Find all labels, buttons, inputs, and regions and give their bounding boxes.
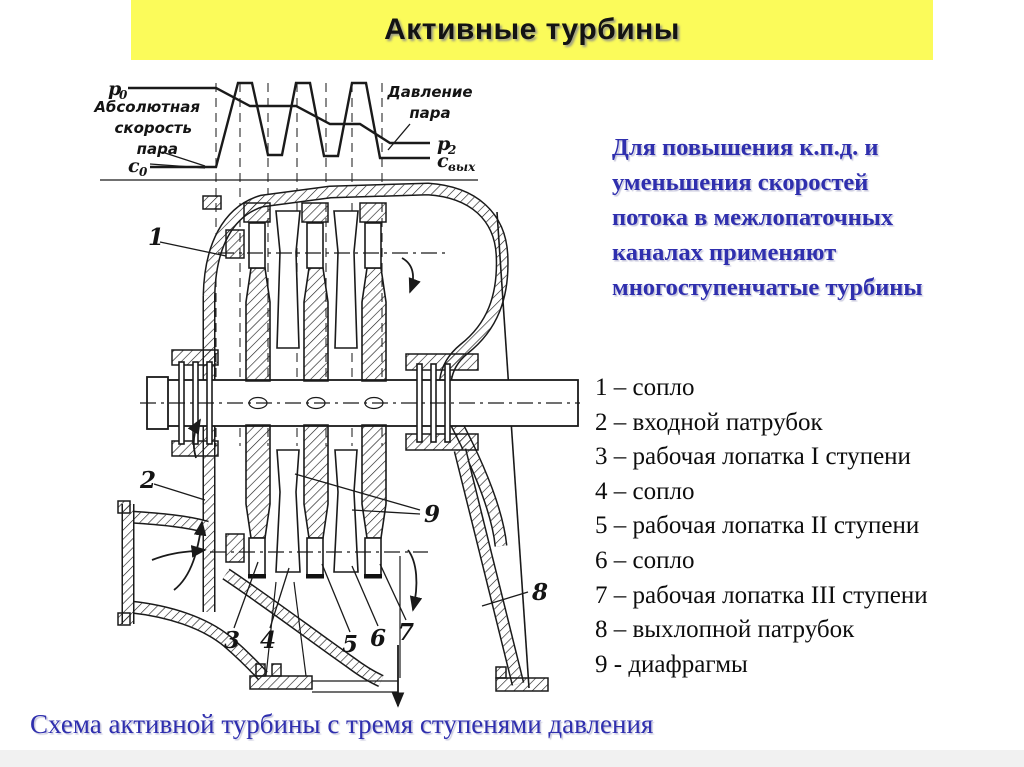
callout-4: 4 <box>260 627 277 654</box>
legend-item-2: 2 – входной патрубок <box>595 408 823 436</box>
rotor-disc-upper-1 <box>246 268 270 381</box>
rotor-disc-lower-2 <box>304 425 328 538</box>
velocity-caption-line3: пара <box>136 140 178 158</box>
foot-tab <box>496 667 506 678</box>
figure-caption: Схема активной турбины с тремя ступенями давления <box>30 709 654 739</box>
rotor-disc-lower-3 <box>362 425 386 538</box>
inlet-flange-tab-top <box>118 501 130 513</box>
parts-legend <box>595 371 995 682</box>
foot-tab <box>272 664 281 676</box>
c0-sub: 0 <box>139 165 148 179</box>
inlet-flange-tab-bottom <box>118 613 130 625</box>
blade-upper-3 <box>365 223 381 268</box>
pressure-caption-line2: пара <box>409 104 451 122</box>
slide-bottom-strip <box>0 750 1024 767</box>
foot-tab <box>256 664 265 676</box>
callout-7: 7 <box>398 619 415 646</box>
callout-1: 1 <box>148 224 165 251</box>
legend-item-3: 3 – рабочая лопатка I ступени <box>595 443 911 471</box>
nozzle-box-upper <box>226 230 244 258</box>
callout-8: 8 <box>532 579 549 606</box>
p2-sub: 2 <box>448 143 457 157</box>
blade-lower-1 <box>249 538 265 576</box>
blade-shroud <box>306 574 324 579</box>
blade-shroud <box>248 574 266 579</box>
title-bar <box>131 0 933 60</box>
c-out-sub: вых <box>448 160 476 174</box>
nozzle-ring-1 <box>244 203 270 222</box>
velocity-caption-line1: Абсолютная <box>94 98 200 116</box>
seal-ring <box>417 364 422 442</box>
callout-5: 5 <box>342 631 359 658</box>
p2-label: p <box>437 133 451 155</box>
p0-sub: 0 <box>119 88 128 102</box>
pressure-caption-leader <box>388 124 410 150</box>
legend-item-6: 6 – сопло <box>595 546 695 574</box>
c-out-label: c <box>437 150 449 172</box>
blade-lower-2 <box>307 538 323 576</box>
legend-item-1: 1 – сопло <box>595 374 695 401</box>
callout-3: 3 <box>224 627 241 654</box>
legend-item-7: 7 – рабочая лопатка III ступени <box>595 581 928 609</box>
diaphragm-upper-2 <box>334 211 358 348</box>
blade-upper-1 <box>249 223 265 268</box>
callout-6: 6 <box>370 625 387 652</box>
pressure-velocity-chart <box>93 78 478 180</box>
turbine-cross-section-diagram <box>55 60 585 720</box>
velocity-caption-line2: скорость <box>114 119 192 137</box>
rotor-disc-upper-3 <box>362 268 386 381</box>
c0-label: c <box>128 155 140 177</box>
diaphragm-lower-1 <box>276 450 300 572</box>
description-paragraph: Для повышения к.п.д. и уменьшения скоростей потока в межлопаточных каналах применяют многоступенчатые турбины <box>612 134 923 301</box>
blade-upper-2 <box>307 223 323 268</box>
legend-item-8: 8 – выхлопной патрубок <box>595 616 855 644</box>
p0-label: p <box>108 78 122 100</box>
nozzle-ring-2 <box>302 203 328 222</box>
callout-9: 9 <box>424 501 441 528</box>
nozzle-ring-3 <box>360 203 386 222</box>
diaphragm-lower-2 <box>334 450 358 572</box>
callout-2: 2 <box>140 467 157 494</box>
pressure-caption-line1: Давление <box>387 83 473 101</box>
flow-arrow-exhaust-bottom <box>408 550 416 610</box>
blade-lower-3 <box>365 538 381 576</box>
casing-flange-bump <box>203 196 221 209</box>
exhaust-foot-left <box>250 676 312 689</box>
blade-shroud <box>364 574 382 579</box>
nozzle-box-lower <box>226 534 244 562</box>
legend-item-4: 4 – сопло <box>595 477 695 505</box>
diaphragm-upper-1 <box>276 211 300 348</box>
flow-arrow-inlet-curve <box>174 522 202 590</box>
rotor-disc-upper-2 <box>304 268 328 381</box>
exhaust-foot-right <box>496 678 548 691</box>
rotor-disc-lower-1 <box>246 425 270 538</box>
slide-title: Активные турбины <box>384 13 680 46</box>
flow-arrow-exhaust-top <box>402 258 413 292</box>
legend-item-9: 9 - диафрагмы <box>595 650 748 678</box>
legend-item-5: 5 – рабочая лопатка II ступени <box>595 512 920 540</box>
